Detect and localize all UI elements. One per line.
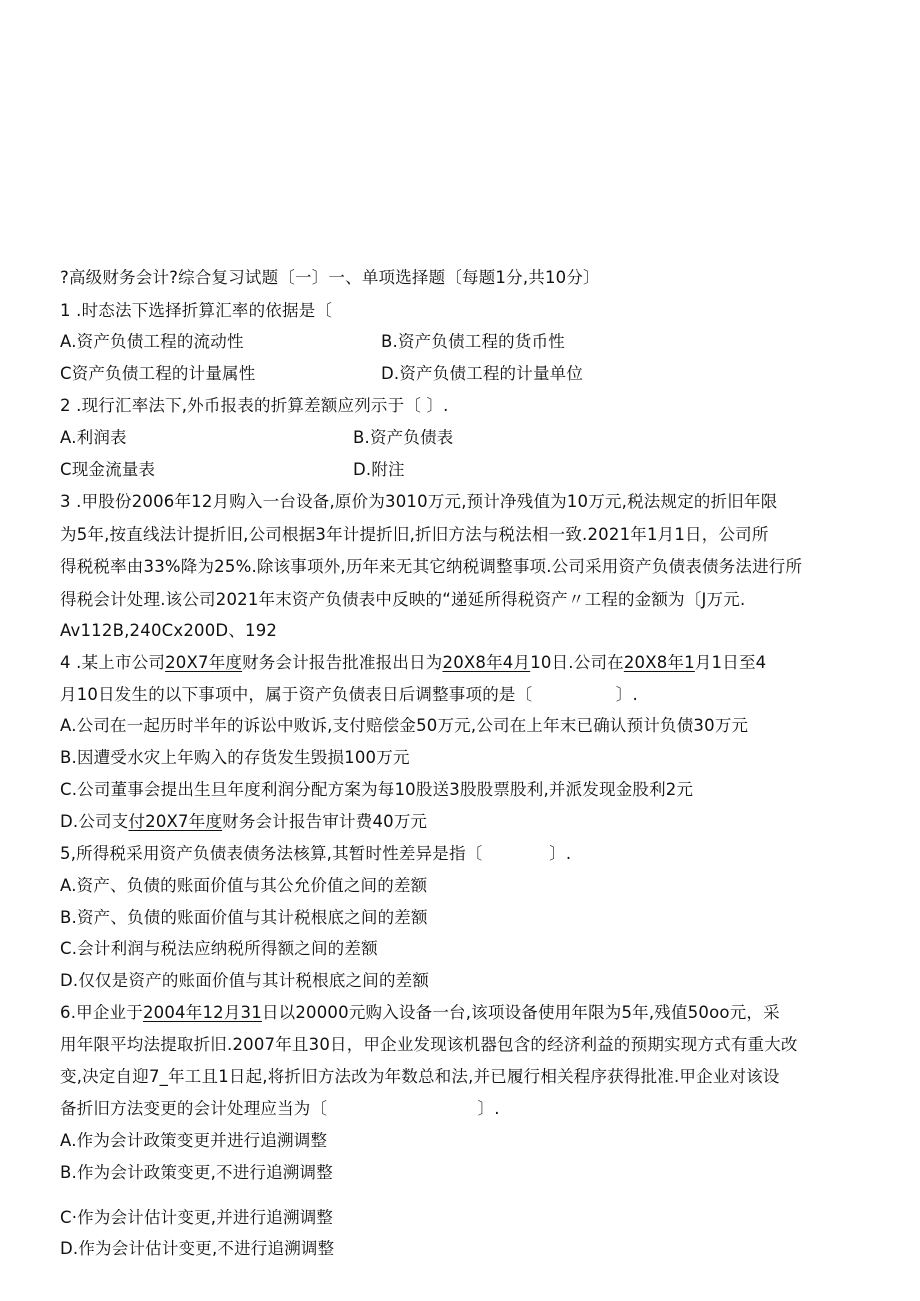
q4-line-1-part-d: 月1日至4 <box>694 653 767 672</box>
q5-option-a: A.资产、负债的账面价值与其公允价值之间的差额 <box>60 876 428 895</box>
q1-option-a: A.资产负债工程的流动性 <box>60 332 244 351</box>
q3-line-2: 为5年,按直线法计提折旧,公司根据3年计提折旧,折旧方法与税法相一致.2021年1月1日，公司所 <box>60 525 769 544</box>
q3-line-1: 3 .甲股份2006年12月购入一台设备,原价为3010万元,预计净残值为10万元,税法规定的折旧年限 <box>60 492 778 511</box>
q6-option-d: D.作为会计估计变更,不进行追溯调整 <box>60 1239 335 1258</box>
q5-option-d: D.仅仅是资产的账面价值与其计税根底之间的差额 <box>60 971 430 990</box>
document-title: ?高级财务会计?综合复习试题〔一〕一、单项选择题〔每题1分,共10分〕 <box>60 268 600 287</box>
q3-line-3: 得税税率由33%降为25%.除该事项外,历年来无其它纳税调整事项.公司采用资产负债表债务法进行所 <box>60 557 803 576</box>
q4-line-2: 月10日发生的以下事项中，属于资产负债表日后调整事项的是〔 〕. <box>60 685 638 704</box>
q4-line-1 <box>60 652 766 674</box>
q4-line-1-part-a: 4 .某上市公司 <box>60 653 166 672</box>
q2-option-d: D.附注 <box>353 460 405 479</box>
q1-option-b: B.资产负债工程的货币性 <box>381 332 565 351</box>
q6-line-2: 用年限平均法提取折旧.2007年且30日，甲企业发现该机器包含的经济利益的预期实现方式有重大改 <box>60 1035 798 1054</box>
q4-line-1-underlined-year: 20X7年度 <box>165 653 243 672</box>
q6-line-1-part-a: 6.甲企业于 <box>60 1003 143 1022</box>
q6-line-1-part-b: 日以20000元购入设备一台,该项设备使用年限为5年,残值50oo元，采 <box>261 1003 780 1022</box>
q4-option-d-part-a: D.公司支 <box>60 812 129 831</box>
q4-option-d <box>60 811 427 833</box>
q6-line-1-underlined-date: 2004年12月31 <box>142 1003 262 1022</box>
q1-stem: 1 .时态法下选择折算汇率的依据是〔 <box>60 301 333 320</box>
q5-option-c: C.会计利润与税法应纳税所得额之间的差额 <box>60 939 378 958</box>
q6-line-4: 备折旧方法变更的会计处理应当为〔 〕. <box>60 1099 500 1118</box>
q4-line-1-underlined-start: 20X8年1 <box>623 653 695 672</box>
q2-option-b: B.资产负债表 <box>353 428 454 447</box>
q4-line-1-part-c: 10日.公司在 <box>530 653 624 672</box>
q4-line-1-underlined-date: 20X8年4月 <box>442 653 531 672</box>
q2-option-a: A.利润表 <box>60 428 127 447</box>
q4-option-c: C.公司董事会提出生旦年度利润分配方案为每10股送3股股票股利,并派发现金股利2元 <box>60 780 694 799</box>
q6-line-3: 变,决定自迎7_年工且1日起,将折旧方法改为年数总和法,并已履行相关程序获得批准.甲企业对该设 <box>60 1067 780 1086</box>
q2-stem: 2 .现行汇率法下,外币报表的折算差额应列示于〔 〕. <box>60 396 449 415</box>
q4-option-b: B.因遭受水灾上年购入的存货发生毁损100万元 <box>60 748 410 767</box>
q5-option-b: B.资产、负债的账面价值与其计税根底之间的差额 <box>60 908 428 927</box>
q3-line-4: 得税会计处理.该公司2021年末资产负债表中反映的“递延所得税资产〃工程的金额为〔J万元. <box>60 590 746 609</box>
q4-option-d-underlined: 付20X7年度 <box>128 812 223 831</box>
q6-option-a: A.作为会计政策变更并进行追溯调整 <box>60 1131 328 1150</box>
q4-line-1-part-b: 财务会计报告批准报出日为 <box>242 653 443 672</box>
q4-option-a: A.公司在一起历时半年的诉讼中败诉,支付赔偿金50万元,公司在上年末已确认预计负债30万元 <box>60 716 749 735</box>
q6-option-c: C·作为会计估计变更,并进行追溯调整 <box>60 1208 334 1227</box>
q5-stem: 5,所得税采用资产负债表债务法核算,其暂时性差异是指〔 〕. <box>60 844 572 863</box>
q6-option-b: B.作为会计政策变更,不进行追溯调整 <box>60 1163 333 1182</box>
q3-options: Av112B,240Cx200D、192 <box>60 621 278 640</box>
q6-line-1 <box>60 1002 780 1024</box>
q1-option-c: C资产负债工程的计量属性 <box>60 364 256 383</box>
q2-option-c: C现金流量表 <box>60 460 156 479</box>
q1-option-d: D.资产负债工程的计量单位 <box>381 364 584 383</box>
q4-option-d-part-b: 财务会计报告审计费40万元 <box>222 812 428 831</box>
